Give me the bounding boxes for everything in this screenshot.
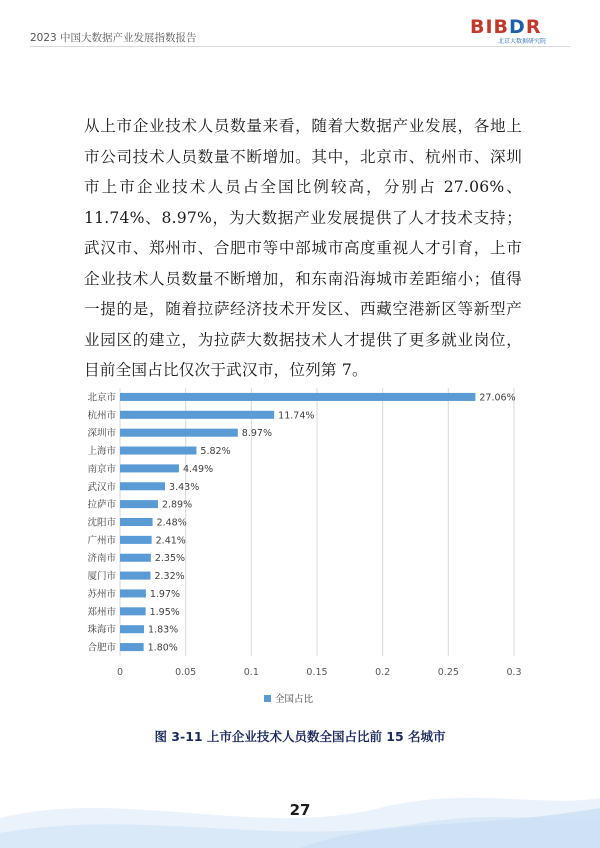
data-label: 4.49%	[182, 463, 214, 475]
category-label: 广州市	[87, 535, 116, 547]
data-label: 2.89%	[161, 499, 193, 511]
category-label: 上海市	[87, 446, 116, 458]
data-label: 1.97%	[149, 588, 181, 600]
data-label: 11.74%	[278, 410, 315, 422]
bar	[120, 554, 151, 562]
category-label: 武汉市	[87, 481, 116, 493]
data-label: 5.82%	[200, 446, 231, 458]
category-label: 深圳市	[87, 428, 116, 440]
bar	[120, 625, 144, 633]
category-label: 南京市	[87, 463, 116, 475]
bar	[120, 393, 475, 401]
logo-subtext: 北京大数据研究院	[497, 38, 546, 45]
bar	[120, 518, 153, 526]
page-header	[0, 0, 600, 48]
category-label: 济南市	[87, 553, 116, 565]
x-tick-label: 0.1	[243, 667, 259, 678]
x-tick-label: 0.15	[306, 667, 328, 678]
bar	[120, 482, 165, 490]
bar	[120, 429, 238, 437]
data-label: 8.97%	[241, 428, 272, 440]
data-label: 2.41%	[155, 535, 186, 547]
data-label: 1.83%	[148, 624, 179, 636]
paragraph-text: 从上市企业技术人员数量来看，随着大数据产业发展，各地上市公司技术人员数量不断增加。其中，北京市、杭州市、深圳市上市企业技术人员占全国比例较高，分别占 27.06%、11.74%、8.97%，为大数据产业发展提供了人才技术支持；武汉市、郑州市、合肥市等中部城市高度重视人才引育，上市企业技术人员数量不断增加，和东南沿海城市差距缩小；值得一提的是，随着拉萨经济技术开发区、西藏空港新区等新型产业园区的建立，为拉萨大数据技术人才提供了更多就业岗位，目前全国占比仅次于武汉市，位列第 7。	[84, 117, 522, 379]
bar	[120, 589, 146, 597]
category-label: 合肥市	[87, 642, 116, 654]
category-label: 苏州市	[87, 588, 116, 600]
category-label: 郑州市	[87, 606, 116, 618]
category-label: 北京市	[87, 392, 116, 404]
bar-chart	[74, 380, 534, 710]
data-label: 27.06%	[479, 392, 516, 404]
legend-swatch	[264, 695, 271, 702]
figure-caption: 图 3-11 上市企业技术人员数全国占比前 15 名城市	[154, 729, 446, 744]
data-label: 3.43%	[169, 481, 200, 493]
x-tick-label: 0.05	[175, 667, 197, 678]
page-number: 27	[289, 801, 311, 819]
x-tick-label: 0.3	[506, 667, 522, 678]
bibdr-logo	[470, 17, 574, 47]
body-paragraph	[84, 111, 522, 386]
bar	[120, 411, 274, 419]
legend-label: 全国占比	[275, 694, 314, 705]
bar	[120, 572, 150, 580]
x-tick-label: 0.2	[375, 667, 391, 678]
bar	[120, 536, 152, 544]
data-label: 2.48%	[156, 517, 187, 529]
x-tick-label: 0.25	[437, 667, 459, 678]
data-label: 1.80%	[147, 642, 178, 654]
category-label: 珠海市	[87, 624, 116, 636]
bar	[120, 464, 179, 472]
category-label: 厦门市	[87, 571, 116, 583]
data-label: 2.32%	[154, 571, 185, 583]
bar	[120, 500, 158, 508]
logo-wordmark: BIBDR	[470, 16, 542, 38]
bar	[120, 447, 196, 455]
category-label: 拉萨市	[87, 499, 116, 511]
report-title: 2023 中国大数据产业发展指数报告	[30, 32, 197, 44]
category-label: 沈阳市	[87, 517, 116, 529]
bar	[120, 607, 146, 615]
data-label: 2.35%	[154, 553, 186, 565]
bar	[120, 643, 144, 651]
chart-svg	[74, 380, 534, 710]
category-label: 杭州市	[87, 410, 116, 422]
data-label: 1.95%	[149, 606, 180, 618]
x-tick-label: 0	[116, 667, 124, 678]
